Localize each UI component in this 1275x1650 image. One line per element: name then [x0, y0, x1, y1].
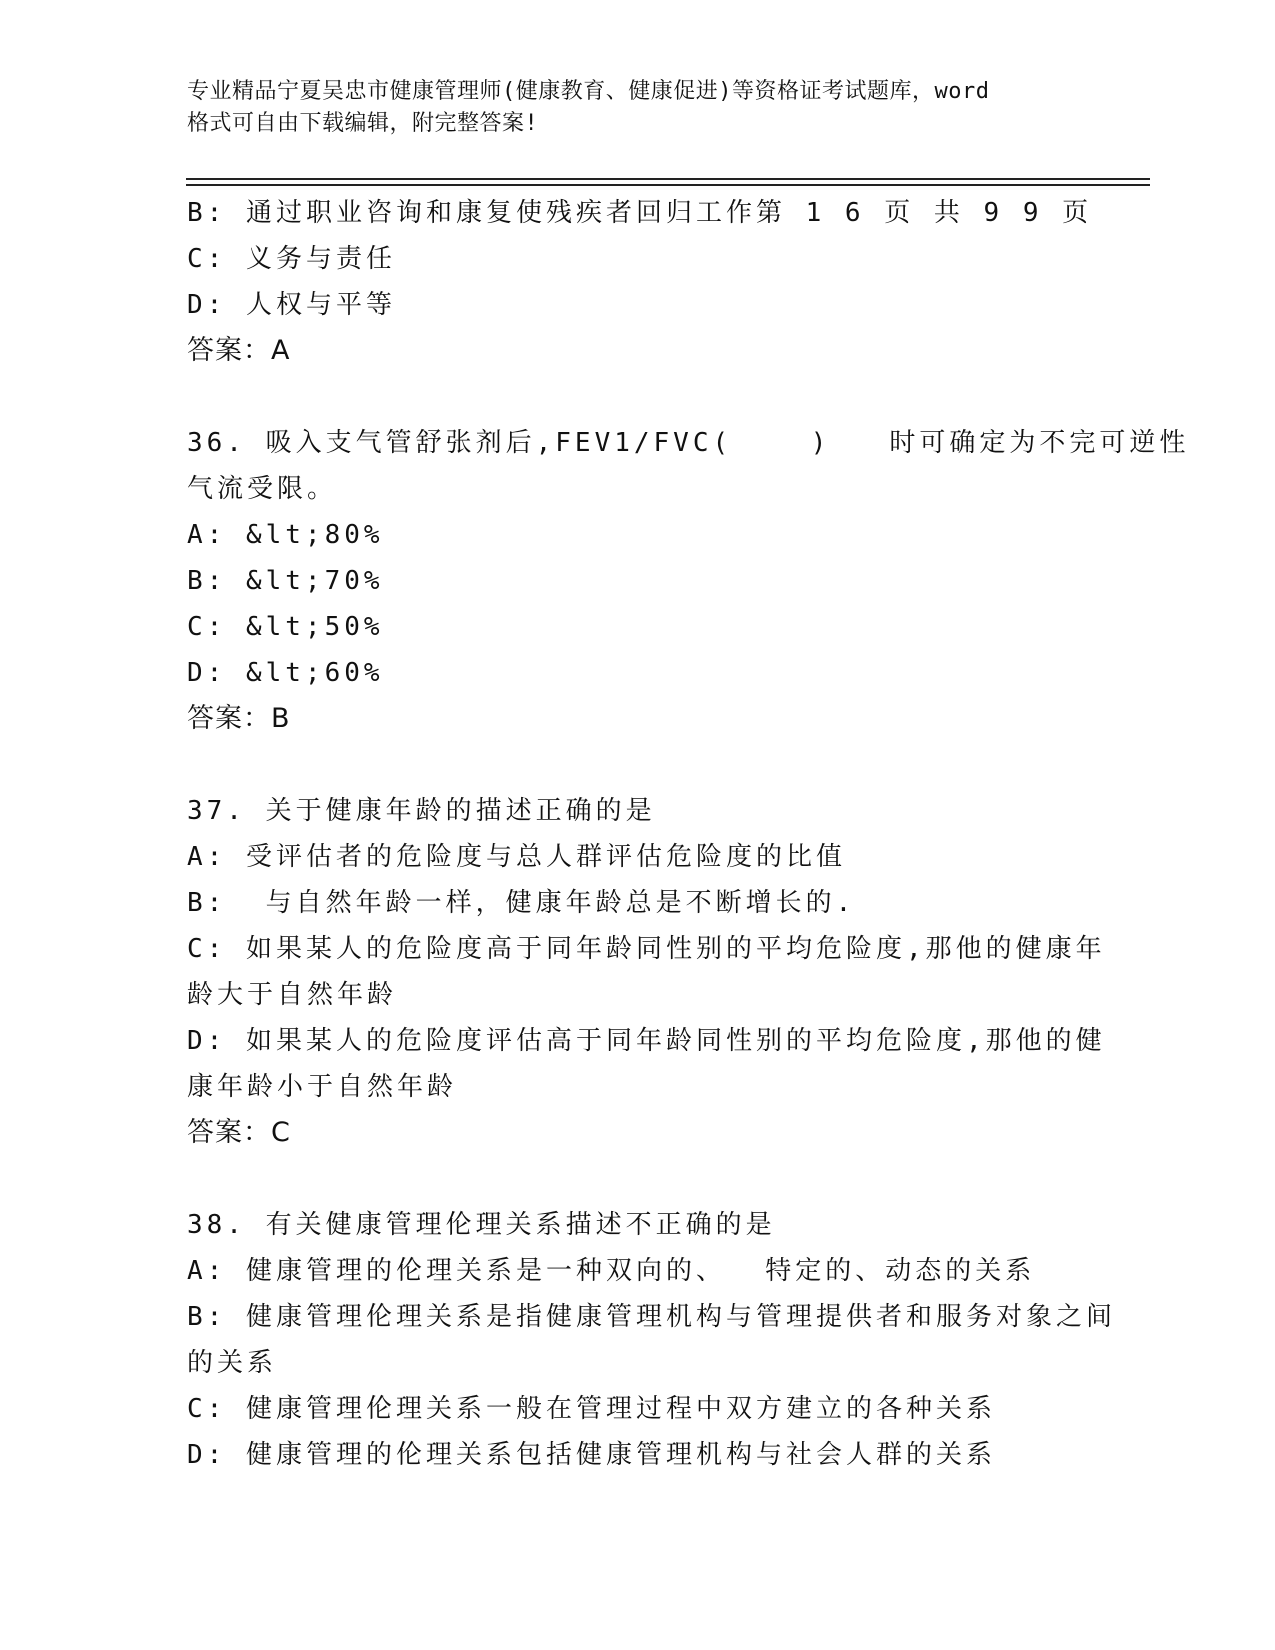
option-d-continued: 康年龄小于自然年龄 [187, 1072, 458, 1102]
header-line-1: 专业精品宁夏吴忠市健康管理师(健康教育、健康促进)等资格证考试题库，word [187, 79, 990, 104]
question-37 [187, 788, 1106, 1156]
option-d: D: &lt;60% [187, 658, 384, 688]
option-b: B: 与自然年龄一样，健康年龄总是不断增长的. [187, 888, 856, 918]
header-rule-bottom [186, 184, 1150, 186]
question-stem: 36. 吸入支气管舒张剂后,FEV1/FVC( ) 时可确定为不完可逆性 [187, 428, 1190, 458]
option-c-continued: 龄大于自然年龄 [187, 980, 398, 1010]
option-b: B: &lt;70% [187, 566, 384, 596]
option-a: A: 受评估者的危险度与总人群评估危险度的比值 [187, 842, 846, 872]
document-header [187, 76, 1067, 140]
spacer [187, 1156, 1087, 1202]
spacer [187, 742, 1087, 788]
question-list [187, 190, 1190, 1478]
option-c: C: 健康管理伦理关系一般在管理过程中双方建立的各种关系 [187, 1394, 996, 1424]
option-d: D: 人权与平等 [187, 290, 396, 320]
answer-label: 答案：C [187, 1117, 291, 1148]
question-stem: 37. 关于健康年龄的描述正确的是 [187, 796, 656, 826]
option-b: B: 通过职业咨询和康复使残疾者回归工作第 1 6 页 共 9 9 页 [187, 198, 1093, 228]
answer-label: 答案：A [187, 335, 291, 366]
option-b: B: 健康管理伦理关系是指健康管理机构与管理提供者和服务对象之间 [187, 1302, 1116, 1332]
option-c: C: 义务与责任 [187, 244, 396, 274]
option-b-continued: 的关系 [187, 1348, 278, 1378]
question-stem: 38. 有关健康管理伦理关系描述不正确的是 [187, 1210, 776, 1240]
answer-label: 答案：B [187, 703, 291, 734]
question-36 [187, 420, 1190, 742]
option-a: A: &lt;80% [187, 520, 384, 550]
header-line-2: 格式可自由下载编辑，附完整答案! [187, 111, 539, 136]
question-stem-continued: 气流受限。 [187, 474, 338, 504]
option-c: C: &lt;50% [187, 612, 384, 642]
spacer [187, 374, 1087, 420]
option-a: A: 健康管理的伦理关系是一种双向的、 特定的、动态的关系 [187, 1256, 1036, 1286]
option-d: D: 如果某人的危险度评估高于同年龄同性别的平均危险度,那他的健 [187, 1026, 1106, 1056]
header-rule-top [186, 178, 1150, 180]
option-d: D: 健康管理的伦理关系包括健康管理机构与社会人群的关系 [187, 1440, 996, 1470]
question-38 [187, 1202, 1116, 1478]
option-c: C: 如果某人的危险度高于同年龄同性别的平均危险度,那他的健康年 [187, 934, 1106, 964]
question-35-tail [187, 190, 1093, 374]
